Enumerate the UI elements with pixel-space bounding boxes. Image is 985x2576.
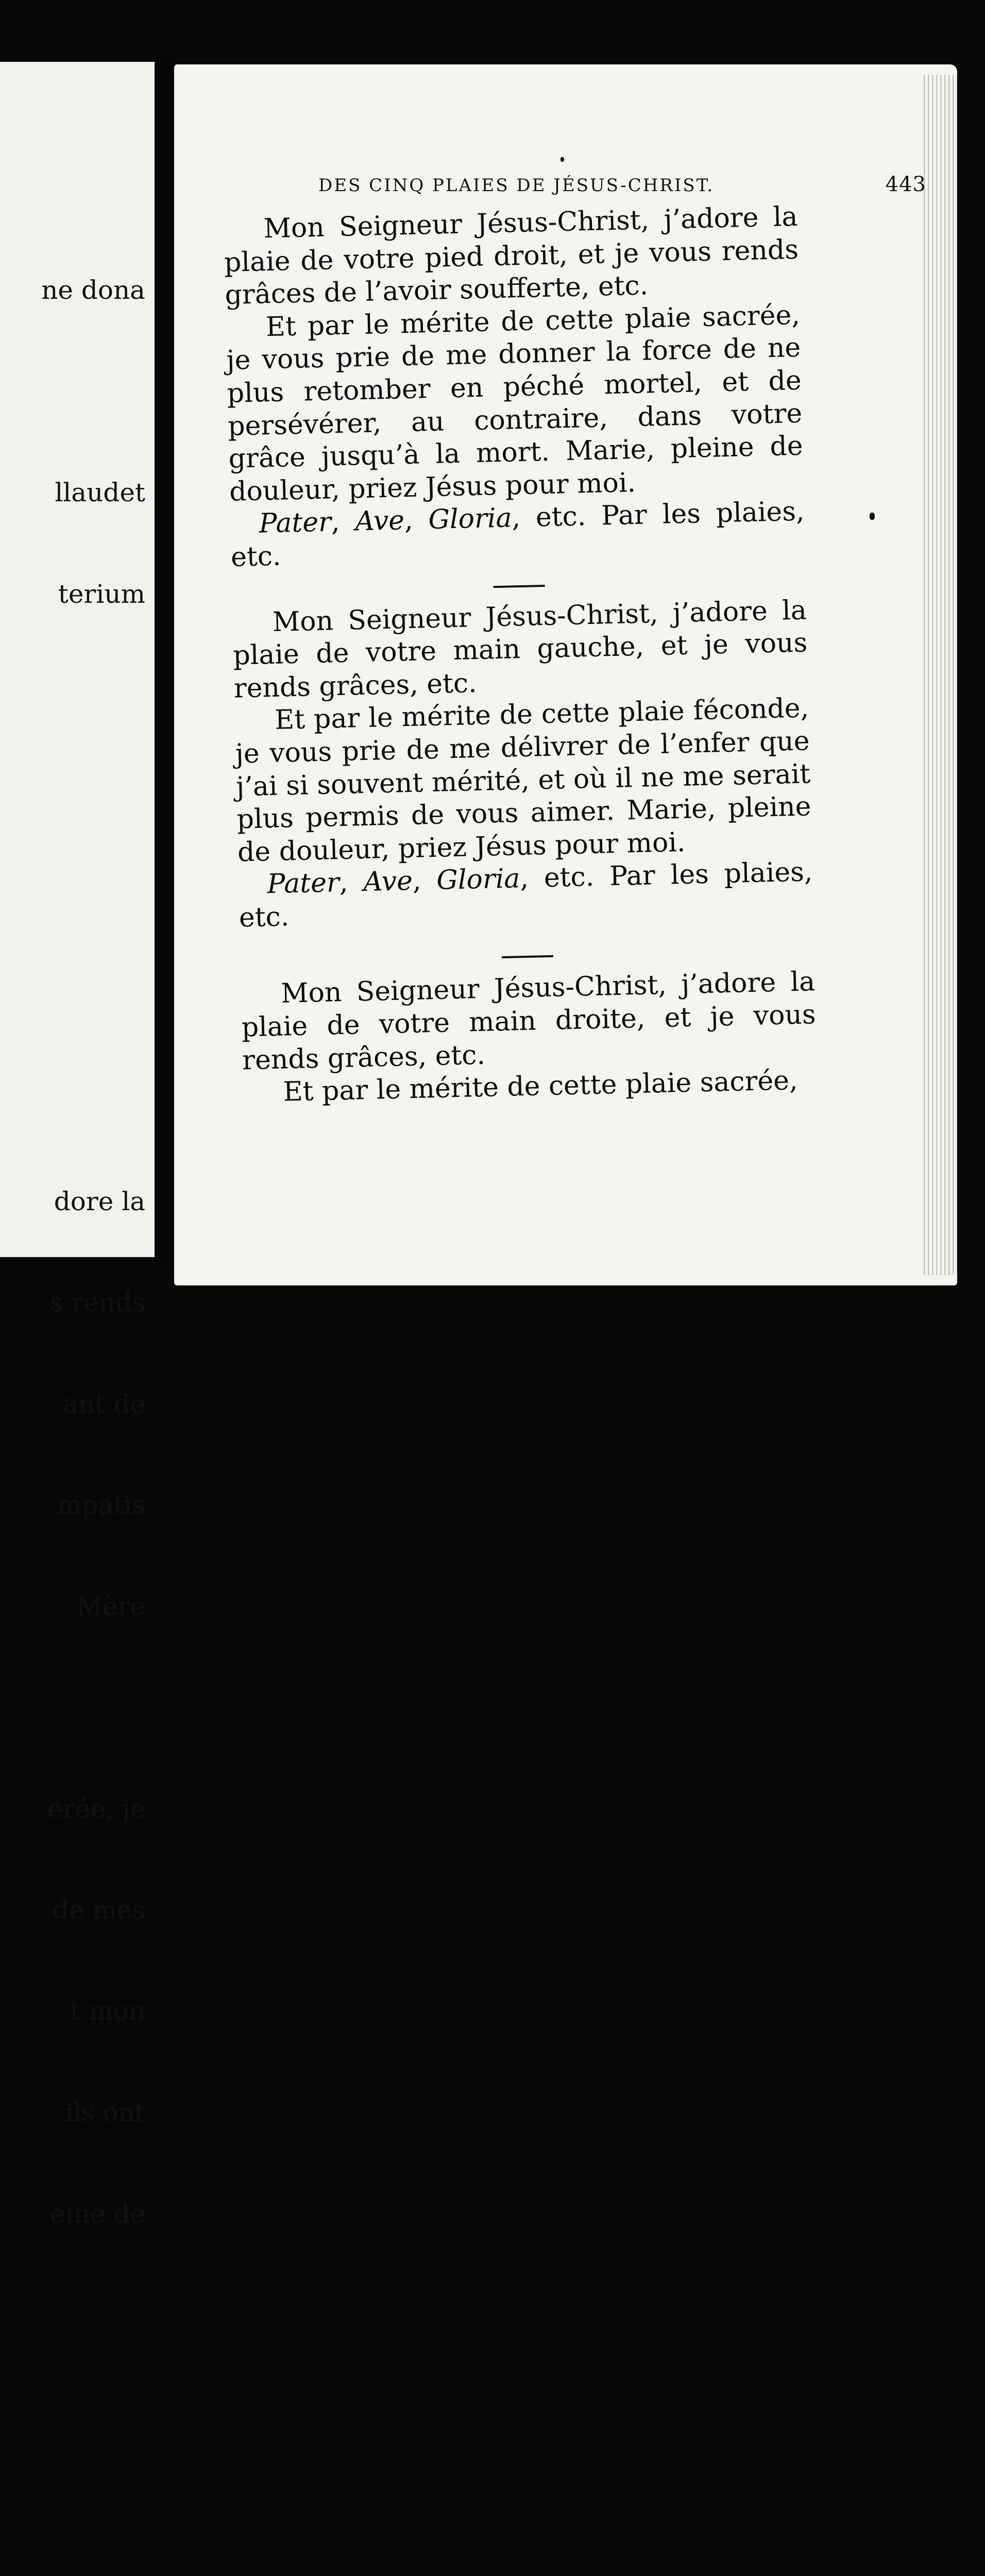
left-line — [41, 780, 145, 814]
left-line: ne dona — [41, 275, 145, 305]
left-line: ant de — [63, 1388, 145, 1419]
prayer-ave: Ave — [354, 505, 405, 537]
prayer-pater: Pater — [258, 506, 332, 539]
left-line: erée, je — [47, 1793, 145, 1824]
section-divider — [493, 585, 545, 588]
ink-speck — [870, 513, 875, 520]
paragraph: Mon Seigneur Jésus-Christ, j’adore la plaie de votre pied droit, et je vous rends grâces de l’avoir soufferte, etc. — [224, 201, 799, 311]
paragraph: Mon Seigneur Jésus-Christ, j’adore la plaie de votre main gauche, et je vous rends grâces, etc. — [232, 595, 808, 704]
page-edges — [921, 75, 957, 1275]
paragraph: Mon Seigneur Jésus-Christ, j’adore la plaie de votre main droite, et je vous rends grâces, etc. — [241, 966, 817, 1076]
left-line: llaudet — [55, 478, 145, 507]
prayer-ave: Ave — [363, 866, 413, 898]
left-line — [41, 2400, 145, 2434]
left-line: de mes — [52, 1895, 145, 1925]
left-line: ils ont — [65, 2097, 145, 2127]
left-line — [41, 982, 145, 1016]
running-header — [318, 173, 926, 196]
left-line: mpatis — [57, 1490, 145, 1520]
prayer-line: Pater, Ave, Gloria, etc. Par les plaies, etc. — [239, 856, 813, 934]
left-line — [41, 881, 145, 915]
left-line — [41, 679, 145, 713]
left-facing-page — [0, 62, 155, 2229]
left-line: eine de — [50, 2198, 145, 2229]
left-line: terium — [58, 579, 145, 609]
left-line — [41, 375, 145, 409]
left-line — [41, 1691, 145, 1725]
left-line: dore la — [54, 1186, 145, 1216]
ink-speck — [561, 157, 564, 162]
prayer-line: Pater, Ave, Gloria, etc. Par les plaies, etc. — [230, 496, 805, 573]
section-divider — [501, 955, 553, 958]
left-line — [41, 1083, 145, 1117]
prayer-rest: , etc. Par les plaies, etc. — [230, 496, 805, 573]
left-line — [41, 2298, 145, 2332]
paragraph: Et par le mérite de cette plaie sacrée, je vous prie de me donner la force de ne plus retomber en péché mortel, et de persévérer, au contraire, dans votre grâce jusqu’à la mort. Marie, pleine de douleur, priez Jésus pour moi. — [226, 299, 804, 507]
running-title: DES CINQ PLAIES DE JÉSUS-CHRIST. — [318, 175, 715, 196]
page-number: 443 — [885, 173, 926, 196]
prayer-gloria: Gloria — [436, 863, 520, 896]
prayer-gloria: Gloria — [428, 502, 513, 536]
paragraph: Et par le mérite de cette plaie sacrée, — [283, 1065, 799, 1108]
left-line: Mère — [76, 1591, 145, 1621]
paragraph: Et par le mérite de cette plaie féconde, je vous prie de me délivrer de l’enfer que j’ai si souvent mérité, et où il ne me serait plus permis de vous aimer. Marie, pleine de douleur, priez Jésus pour moi. — [235, 692, 812, 868]
book-page — [174, 64, 957, 1285]
left-line: s rends — [50, 1287, 145, 1317]
book-gutter — [155, 57, 174, 1267]
prayer-pater: Pater — [266, 867, 340, 900]
prayer-rest: , etc. Par les plaies, etc. — [239, 856, 813, 934]
left-line — [41, 2501, 145, 2535]
left-page-text — [41, 206, 145, 2576]
page-body — [223, 201, 818, 1110]
left-line: t mon — [70, 1996, 145, 2026]
